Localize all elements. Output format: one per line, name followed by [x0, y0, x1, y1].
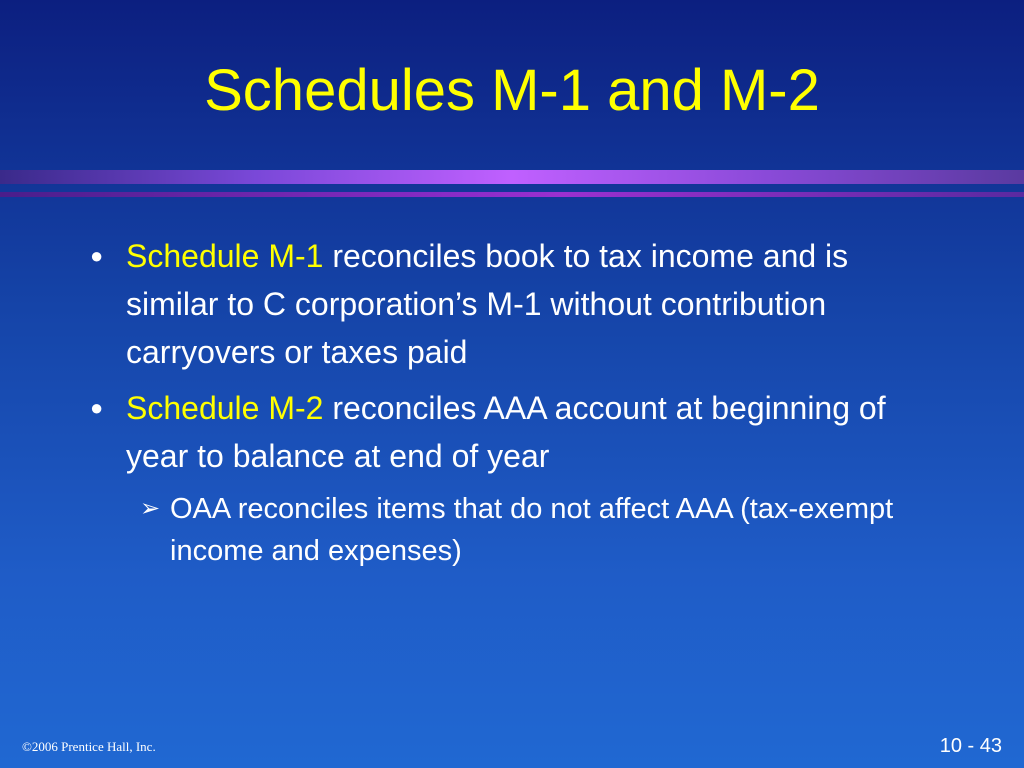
title-divider-top: [0, 170, 1024, 184]
bullet-schedule-m2: [90, 384, 926, 480]
copyright-notice: ©2006 Prentice Hall, Inc.: [22, 739, 156, 754]
arrow-bullet-icon: ➢: [140, 495, 161, 522]
sub-bullet-oaa: [140, 488, 910, 572]
bullet-schedule-m1: [90, 232, 926, 376]
sub-bullet-text: OAA reconciles items that do not affect AAA (tax-exempt income and expenses): [170, 493, 894, 567]
title-divider-bottom: [0, 192, 1024, 197]
bullet-highlight: Schedule M-2: [126, 390, 324, 426]
slide-title: Schedules M-1 and M-2: [204, 58, 820, 123]
bullet-dot-icon: ●: [90, 395, 104, 420]
bullet-text: reconciles AAA account at beginning of year to balance at end of year: [126, 390, 886, 474]
slide-number: 10 - 43: [939, 735, 1002, 757]
bullet-highlight: Schedule M-1: [126, 238, 324, 274]
bullet-text: reconciles book to tax income and is similar to C corporation’s M-1 without contribution carryovers or taxes paid: [126, 238, 849, 370]
bullet-dot-icon: ●: [90, 243, 104, 268]
